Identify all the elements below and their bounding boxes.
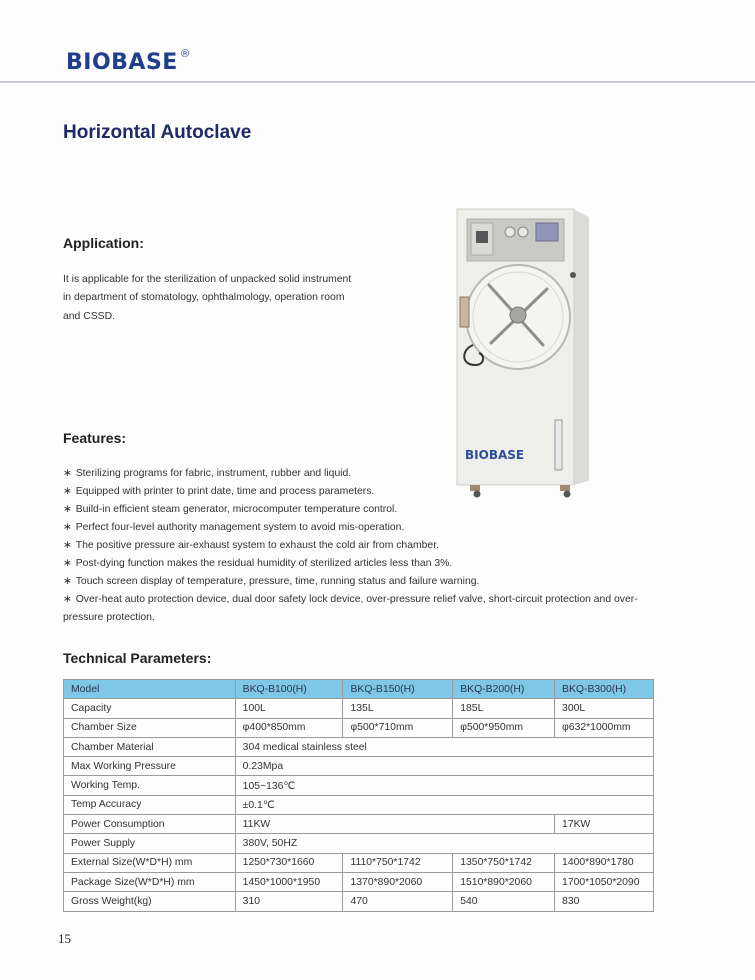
features-list <box>63 465 653 627</box>
table-cell: 185L <box>453 699 555 718</box>
table-row <box>64 795 654 814</box>
brand-logo: BIOBASE <box>66 50 178 75</box>
table-cell: φ632*1000mm <box>555 718 654 737</box>
asterisk-bullet-icon: ∗ <box>63 594 72 605</box>
header-cell-model-name: BKQ-B150(H) <box>343 680 453 699</box>
header-cell-model-name: BKQ-B100(H) <box>235 680 343 699</box>
table-cell-merged: 0.23Mpa <box>235 757 653 776</box>
feature-text: Sterilizing programs for fabric, instrument, rubber and liquid. <box>75 468 352 479</box>
feature-item <box>63 483 653 501</box>
table-row <box>64 776 654 795</box>
pressure-gauge-icon <box>518 227 528 237</box>
feature-item <box>63 519 653 537</box>
table-cell: 1700*1050*2090 <box>555 872 654 891</box>
table-row <box>64 892 654 911</box>
feature-item <box>63 555 653 573</box>
asterisk-bullet-icon: ∗ <box>63 486 72 497</box>
table-cell: 17KW <box>555 815 654 834</box>
table-cell: φ500*950mm <box>453 718 555 737</box>
application-line: It is applicable for the sterilization of unpacked solid instrument <box>63 274 352 285</box>
table-cell: φ500*710mm <box>343 718 453 737</box>
table-cell: 470 <box>343 892 453 911</box>
feature-text: The positive pressure air-exhaust system to exhaust the cold air from chamber. <box>75 540 439 551</box>
table-row <box>64 718 654 737</box>
table-cell: 1400*890*1780 <box>555 853 654 872</box>
asterisk-bullet-icon: ∗ <box>63 504 72 515</box>
door-hinge <box>460 297 469 327</box>
page-title: Horizontal Autoclave <box>63 122 252 143</box>
asterisk-bullet-icon: ∗ <box>63 468 72 479</box>
table-cell: 1350*750*1742 <box>453 853 555 872</box>
row-label: Temp Accuracy <box>64 795 236 814</box>
page-number: 15 <box>58 931 71 946</box>
application-heading: Application: <box>63 235 144 251</box>
application-line: and CSSD. <box>63 310 115 322</box>
printer-icon <box>476 231 488 243</box>
table-cell: 135L <box>343 699 453 718</box>
table-row <box>64 872 654 891</box>
header-cell-model-name: BKQ-B200(H) <box>453 680 555 699</box>
table-cell-merged: 380V, 50HZ <box>235 834 653 853</box>
key-lock-icon <box>570 272 576 278</box>
table-row <box>64 834 654 853</box>
touch-screen-icon <box>536 223 558 241</box>
feature-item <box>63 465 653 483</box>
row-label: Power Supply <box>64 834 236 853</box>
feature-text: Touch screen display of temperature, pressure, time, running status and failure warning. <box>75 576 480 587</box>
asterisk-bullet-icon: ∗ <box>63 576 72 587</box>
asterisk-bullet-icon: ∗ <box>63 540 72 551</box>
row-label: Chamber Material <box>64 737 236 756</box>
features-heading: Features: <box>63 430 127 446</box>
technical-parameters-heading: Technical Parameters: <box>63 650 212 666</box>
table-cell: 300L <box>555 699 654 718</box>
row-label: Max Working Pressure <box>64 757 236 776</box>
table-cell: 540 <box>453 892 555 911</box>
table-cell: 100L <box>235 699 343 718</box>
feature-text: Over-heat auto protection device, dual door safety lock device, over-pressure relief valve, short-circuit protection and over-pressure protection. <box>63 594 638 623</box>
table-cell: 1110*750*1742 <box>343 853 453 872</box>
row-label: Chamber Size <box>64 718 236 737</box>
table-cell: 830 <box>555 892 654 911</box>
table-cell: 1250*730*1660 <box>235 853 343 872</box>
row-label: External Size(W*D*H) mm <box>64 853 236 872</box>
feature-item <box>63 573 653 591</box>
table-row <box>64 699 654 718</box>
table-row <box>64 757 654 776</box>
table-cell-merged: 11KW <box>235 815 554 834</box>
table-cell: 310 <box>235 892 343 911</box>
table-cell-merged: 105~136℃ <box>235 776 653 795</box>
feature-text: Equipped with printer to print date, time and process parameters. <box>75 486 375 497</box>
row-label: Capacity <box>64 699 236 718</box>
table-cell: 1510*890*2060 <box>453 872 555 891</box>
table-row <box>64 815 654 834</box>
feature-text: Perfect four-level authority management system to avoid mis-operation. <box>75 522 405 533</box>
registered-mark: ® <box>181 48 190 60</box>
header-cell-model-name: BKQ-B300(H) <box>555 680 654 699</box>
header-divider <box>0 81 755 83</box>
pressure-gauge-icon <box>505 227 515 237</box>
table-cell: 1450*1000*1950 <box>235 872 343 891</box>
row-label: Power Consumption <box>64 815 236 834</box>
row-label: Gross Weight(kg) <box>64 892 236 911</box>
row-label: Package Size(W*D*H) mm <box>64 872 236 891</box>
application-line: in department of stomatology, ophthalmology, operation room <box>63 292 345 304</box>
feature-item <box>63 591 653 627</box>
table-cell-merged: 304 medical stainless steel <box>235 737 653 756</box>
header-cell-model: Model <box>64 680 236 699</box>
table-cell: 1370*890*2060 <box>343 872 453 891</box>
table-cell-merged: ±0.1℃ <box>235 795 653 814</box>
feature-text: Build-in efficient steam generator, microcomputer temperature control. <box>75 504 398 515</box>
wheel-hub <box>510 307 526 323</box>
feature-item <box>63 501 653 519</box>
feature-item <box>63 537 653 555</box>
table-row <box>64 737 654 756</box>
autoclave-product-image <box>455 205 595 500</box>
application-text <box>63 271 403 326</box>
asterisk-bullet-icon: ∗ <box>63 522 72 533</box>
row-label: Working Temp. <box>64 776 236 795</box>
feature-text: Post-dying function makes the residual humidity of sterilized articles less than 3%. <box>75 558 453 569</box>
table-header-row <box>64 680 654 699</box>
asterisk-bullet-icon: ∗ <box>63 558 72 569</box>
unit-brand-label: BIOBASE <box>465 448 525 462</box>
water-level-gauge <box>555 420 562 470</box>
technical-parameters-table <box>63 679 654 912</box>
cabinet-side <box>573 209 589 485</box>
table-cell: φ400*850mm <box>235 718 343 737</box>
table-row <box>64 853 654 872</box>
